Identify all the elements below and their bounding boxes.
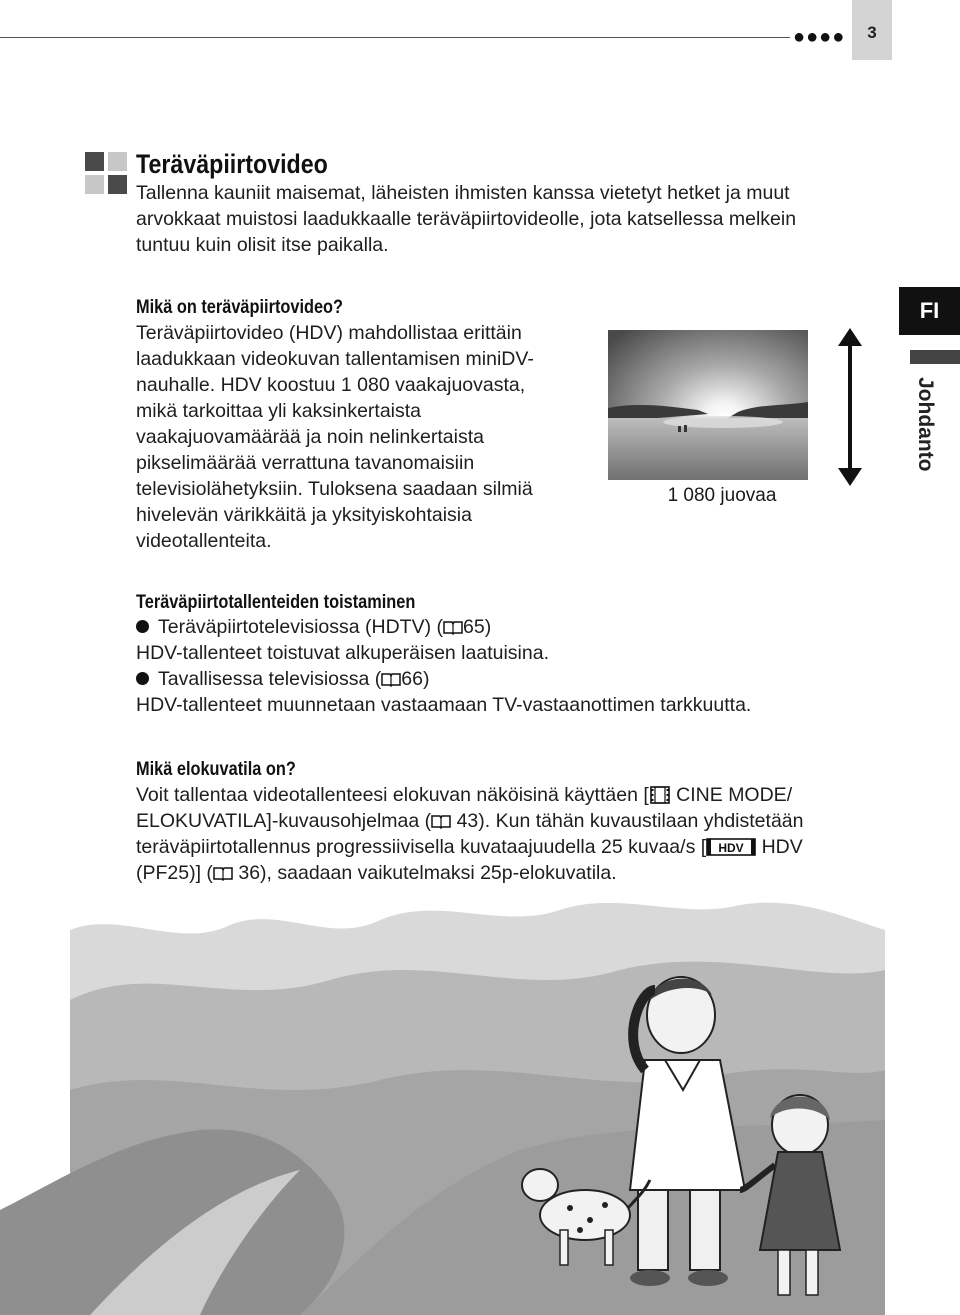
list-item-label: Tavallisessa televisiossa ( xyxy=(158,668,382,690)
height-arrow-icon xyxy=(836,328,864,488)
header-rule xyxy=(0,37,790,38)
film-cine-icon xyxy=(649,786,671,804)
playback-heading: Teräväpiirtotallenteiden toistaminen xyxy=(136,592,416,613)
list-item-description: HDV-tallenteet toistuvat alkuperäisen laatuisina. xyxy=(136,642,549,664)
what-is-paragraph xyxy=(136,320,606,554)
what-is-heading: Mikä on teräväpiirtovideo? xyxy=(136,297,344,318)
cine-text: ELOKUVATILA]-kuvausohjelmaa ( xyxy=(136,810,432,832)
book-reference-icon xyxy=(443,620,463,635)
cine-line xyxy=(136,808,896,834)
cine-text: 36), saadaan vaikutelmaksi 25p-elokuvatila. xyxy=(232,862,617,884)
cine-text: HDV xyxy=(756,836,803,858)
what-is-line: hivelevän värikkäitä ja yksityiskohtaisia xyxy=(136,504,472,526)
cine-line xyxy=(136,834,896,860)
cine-paragraph xyxy=(136,782,896,886)
what-is-line: mikä tarkoittaa yli kaksinkertaista xyxy=(136,400,422,422)
cine-text: (PF25)] ( xyxy=(136,862,213,884)
page-number: 3 xyxy=(852,0,892,60)
playback-list xyxy=(136,614,896,718)
intro-paragraph xyxy=(136,180,796,258)
cine-text: CINE MODE/ xyxy=(670,784,793,806)
title-square-icon xyxy=(108,152,127,171)
hdv-icon-label: HDV xyxy=(718,841,744,855)
cine-heading: Mikä elokuvatila on? xyxy=(136,759,296,780)
what-is-line: pikselimäärää verrattuna tavanomaisiin xyxy=(136,452,475,474)
photo-caption: 1 080 juovaa xyxy=(667,485,777,506)
landscape-illustration xyxy=(0,890,960,1315)
title-square-icon xyxy=(108,175,127,194)
page-reference: 65) xyxy=(463,616,492,638)
hdv-mode-icon xyxy=(706,838,756,856)
cine-line xyxy=(136,782,896,808)
bullet-icon xyxy=(136,672,149,685)
intro-line: arvokkaat muistosi laadukkaalle teräväpiirtovideolle, jota katsellessa melkein xyxy=(136,208,797,230)
book-reference-icon xyxy=(213,866,233,881)
list-item xyxy=(136,666,896,692)
cine-text: teräväpiirtotallennus progressiivisella kuvataajuudella 25 kuvaa/s [ xyxy=(136,836,707,858)
list-item-label: Teräväpiirtotelevisiossa (HDTV) ( xyxy=(158,616,443,638)
language-tab: FI xyxy=(899,287,960,335)
what-is-line: nauhalle. HDV koostuu 1 080 vaakajuovasta, xyxy=(136,374,526,396)
bullet-icon xyxy=(136,620,149,633)
book-reference-icon xyxy=(431,814,451,829)
what-is-line: Teräväpiirtovideo (HDV) mahdollistaa erittäin xyxy=(136,322,522,344)
page-reference: 66) xyxy=(401,668,430,690)
cine-text: 43). Kun tähän kuvaustilaan yhdistetään xyxy=(451,810,804,832)
section-tab-label: Johdanto xyxy=(914,377,937,472)
cine-line xyxy=(136,860,896,886)
cine-text: Voit tallentaa videotallenteesi elokuvan näköisinä käyttäen [ xyxy=(136,784,649,806)
what-is-line: videotallenteita. xyxy=(136,530,272,552)
what-is-line: vaakajuovamäärää ja noin nelinkertaista xyxy=(136,426,484,448)
book-reference-icon xyxy=(381,672,401,687)
intro-line: tuntuu kuin olisit itse paikalla. xyxy=(136,234,389,256)
list-item-description: HDV-tallenteet muunnetaan vastaamaan TV-vastaanottimen tarkkuutta. xyxy=(136,694,752,716)
sunset-photo xyxy=(608,330,808,480)
page-title: Teräväpiirtovideo xyxy=(136,149,328,179)
header-dots: ●●●● xyxy=(793,26,846,48)
what-is-line: laadukkaan videokuvan tallentamisen miniDV- xyxy=(136,348,534,370)
title-square-icon xyxy=(85,175,104,194)
title-square-icon xyxy=(85,152,104,171)
intro-line: Tallenna kauniit maisemat, läheisten ihmisten kanssa vietetyt hetket ja muut xyxy=(136,182,790,204)
list-item xyxy=(136,614,896,640)
what-is-line: televisiolähetyksiin. Tuloksena saadaan silmiä xyxy=(136,478,533,500)
section-tab-bar xyxy=(910,350,960,364)
